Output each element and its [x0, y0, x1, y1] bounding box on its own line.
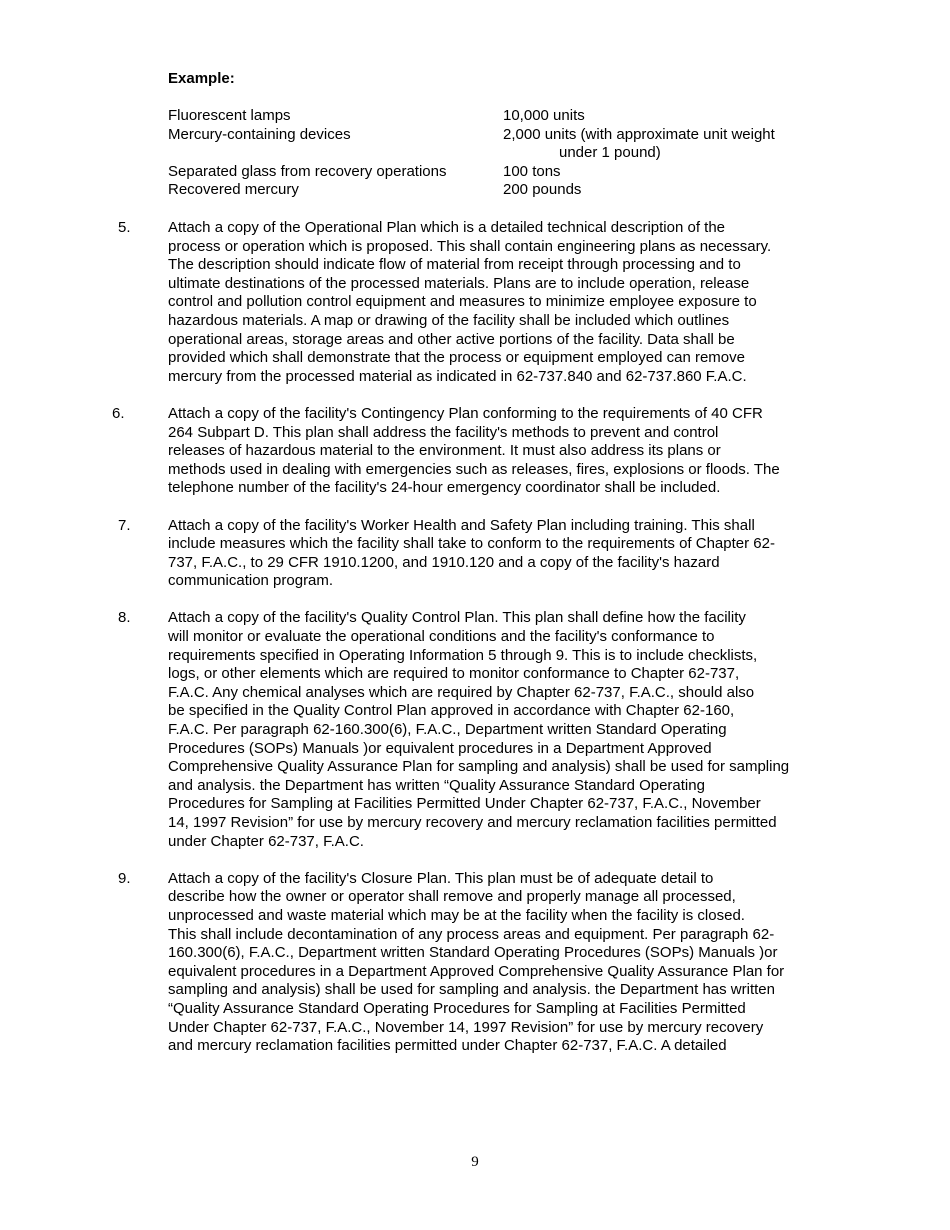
item-7 — [0, 517, 950, 591]
item-number: 8. — [118, 609, 131, 627]
item-8 — [0, 609, 950, 851]
item-text: Attach a copy of the facility's Closure Plan. This plan must be of adequate detail to describe how the owner or operator shall remove and properly manage all processed, unprocessed and waste material which may be at the facility when the facility is closed. This shall include decontamination of any process areas and equipment. Per paragraph 62- 160.300(6), F.A.C., Department written Standard Operating Procedures (SOPs) Manuals )or equivalent procedures in a Department Approved Comprehensive Quality Assurance Plan for sampling and analysis) shall be used for sampling and analysis. the Department has written “Quality Assurance Standard Operating Procedures for Sampling at Facilities Permitted Under Chapter 62-737, F.A.C., November 14, 1997 Revision” for use by mercury recovery and mercury reclamation facilities permitted under Chapter 62-737, F.A.C. A detailed — [168, 869, 785, 1055]
example-item-name: Recovered mercury — [168, 181, 299, 199]
example-item-name: Separated glass from recovery operations — [168, 162, 447, 180]
example-row — [168, 163, 848, 182]
item-number: 5. — [118, 219, 131, 236]
item-text: Attach a copy of the Operational Plan which is a detailed technical description of the process or operation which is proposed. This shall contain engineering plans as necessary. The description should indicate flow of material from receipt through processing and to ultimate destinations of the processed materials. Plans are to include operation, release control and pollution control equipment and measures to minimize employee exposure to hazardous materials. A map or drawing of the facility shall be included which outlines operational areas, storage areas and other active portions of the facility. Data shall be provided which shall demonstrate that the process or equipment employed can remove mercury from the processed material as indicated in 62-737.840 and 62-737.860 F.A.C. — [168, 219, 772, 385]
item-number: 6. — [112, 404, 125, 422]
item-5 — [0, 219, 950, 386]
example-item-name: Mercury-containing devices — [168, 125, 351, 143]
item-number: 7. — [118, 516, 131, 534]
item-number: 9. — [118, 869, 131, 887]
example-item-quantity: 2,000 units (with approximate unit weight under 1 pound) — [503, 126, 848, 163]
item-9 — [0, 870, 950, 1056]
example-quantity-continuation: under 1 pound) — [559, 144, 661, 162]
example-heading: Example: — [168, 70, 235, 87]
example-item-name: Fluorescent lamps — [168, 107, 291, 124]
example-item-quantity: 10,000 units — [503, 107, 585, 124]
example-row — [168, 126, 848, 163]
item-6 — [0, 405, 950, 498]
item-text: Attach a copy of the facility's Contingency Plan conforming to the requirements of 40 CFR 264 Subpart D. This plan shall address the facility's methods to prevent and control releases of hazardous material to the environment. It must also address its plans or methods used in dealing with emergencies such as releases, fires, explosions or floods. The telephone number of the facility's 24-hour emergency coordinator shall be included. — [168, 404, 780, 497]
example-row — [168, 181, 848, 200]
item-text: Attach a copy of the facility's Quality Control Plan. This plan shall define how the facility will monitor or evaluate the operational conditions and the facility's conformance to requirements specified in Operating Information 5 through 9. This is to include checklists, logs, or other elements which are required to monitor conformance to Chapter 62-737, F.A.C. Any chemical analyses which are required by Chapter 62-737, F.A.C., should also be specified in the Quality Control Plan approved in accordance with Chapter 62-160, F.A.C. Per paragraph 62-160.300(6), F.A.C., Department written Standard Operating Procedures (SOPs) Manuals )or equivalent procedures in a Department Approved Comprehensive Quality Assurance Plan for sampling and analysis) shall be used for sampling and analysis. the Department has written “Quality Assurance Standard Operating Procedures for Sampling at Facilities Permitted Under Chapter 62-737, F.A.C., November 14, 1997 Revision” for use by mercury recovery and mercury reclamation facilities permitted under Chapter 62-737, F.A.C. — [168, 609, 790, 850]
numbered-items — [0, 219, 950, 1074]
example-table — [168, 107, 848, 200]
example-item-quantity: 100 tons — [503, 162, 561, 180]
page-number: 9 — [471, 1154, 479, 1170]
example-item-quantity: 200 pounds — [503, 181, 582, 199]
item-text: Attach a copy of the facility's Worker Health and Safety Plan including training. This shall include measures which the facility shall take to conform to the requirements of Chapter 62- 737, F.A.C., to 29 CFR 1910.1200, and 1910.120 and a copy of the facility's hazard communication program. — [168, 516, 775, 590]
example-row — [168, 107, 848, 126]
